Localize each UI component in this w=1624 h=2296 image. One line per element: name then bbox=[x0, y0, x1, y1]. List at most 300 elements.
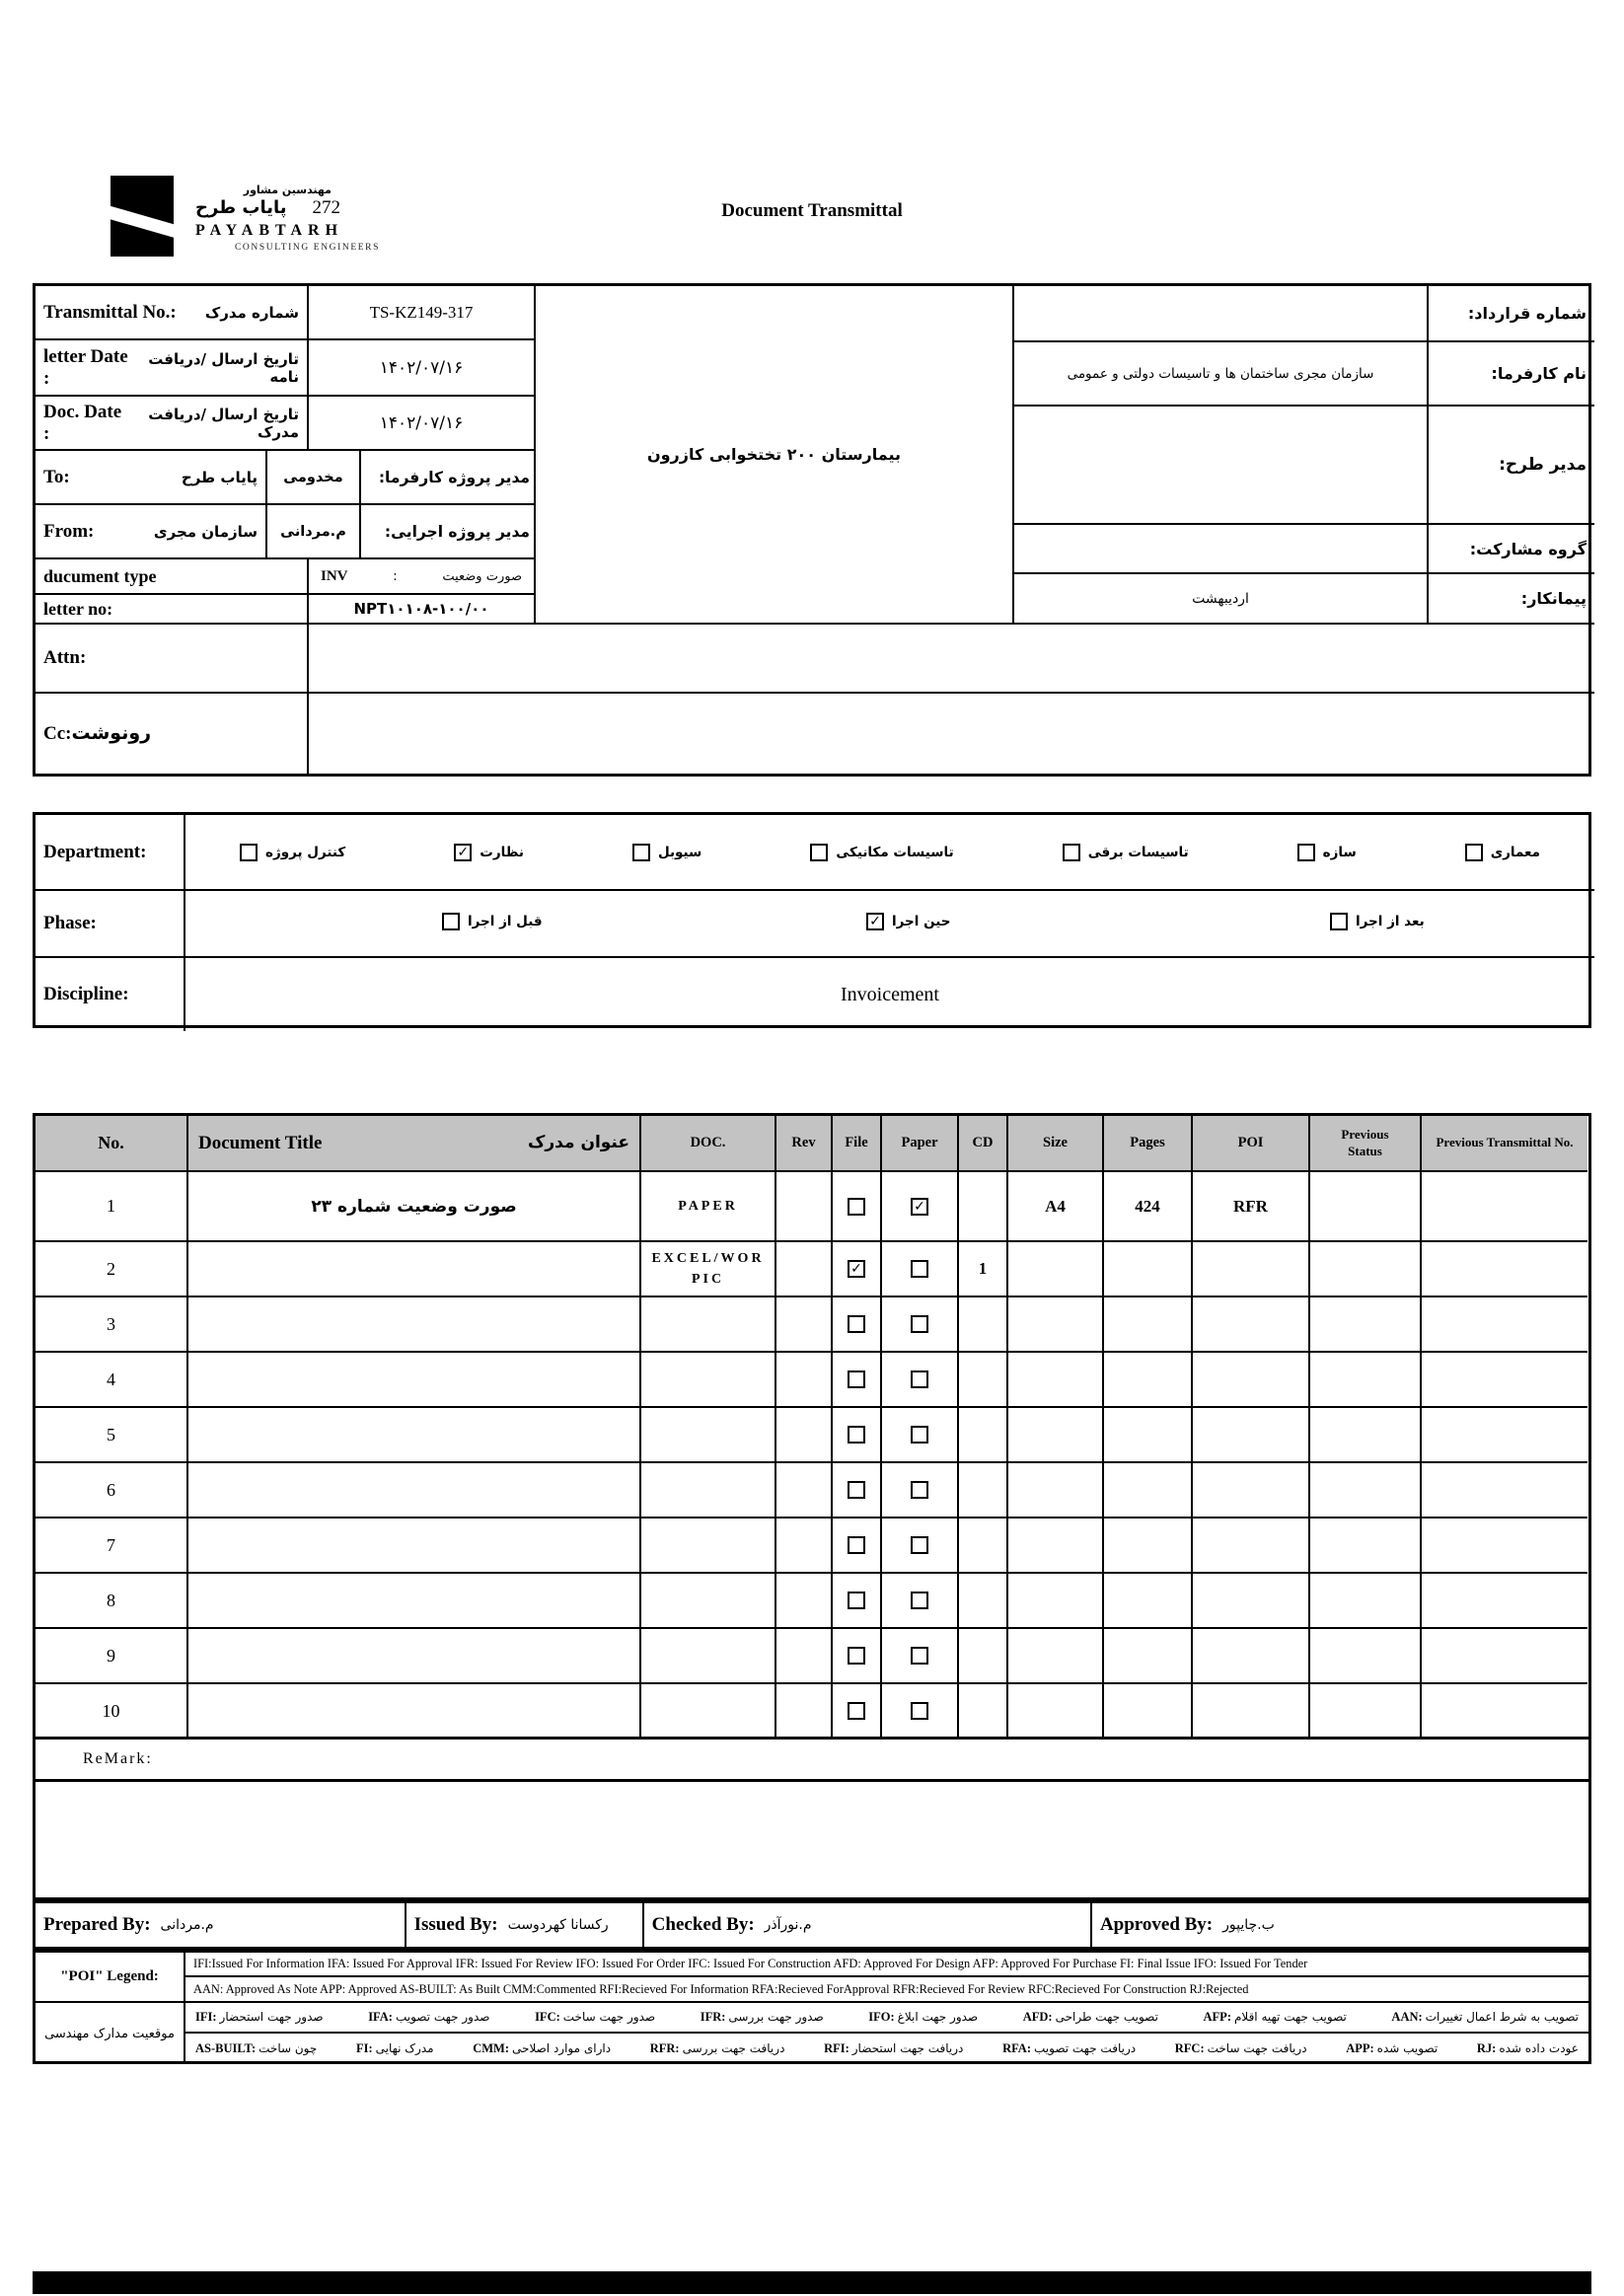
doc-date-label-cell bbox=[36, 397, 309, 451]
to-role-text: مدیر پروژه کارفرما: bbox=[378, 468, 530, 486]
doc-row-prev-status[interactable] bbox=[1310, 1684, 1422, 1740]
legend-code: RFC: bbox=[1174, 2041, 1205, 2055]
doc-row-pages[interactable] bbox=[1104, 1353, 1193, 1408]
footer-bar bbox=[33, 2271, 1591, 2294]
doc-row-cd[interactable] bbox=[959, 1172, 1008, 1242]
doc-row-doc[interactable]: EXCEL/WOR PIC bbox=[641, 1242, 776, 1297]
doc-row-cd[interactable] bbox=[959, 1574, 1008, 1629]
phase-option bbox=[866, 913, 950, 930]
file-checkbox[interactable] bbox=[848, 1260, 865, 1278]
doc-row-rev[interactable] bbox=[776, 1629, 833, 1684]
doc-row-rev[interactable] bbox=[776, 1684, 833, 1740]
legend-item bbox=[824, 2041, 963, 2056]
col-header-pages: Pages bbox=[1104, 1116, 1193, 1172]
document-type-fa: صورت وضعیت bbox=[442, 568, 522, 584]
doc-row-title[interactable] bbox=[188, 1408, 641, 1463]
legend-item bbox=[868, 2010, 978, 2025]
prepared-by-name: م.مردانی bbox=[160, 1917, 214, 1933]
department-option-label: کنترل پروژه bbox=[265, 844, 346, 860]
doc-row-paper-cell bbox=[882, 1574, 959, 1629]
doc-date-value[interactable] bbox=[309, 397, 536, 451]
document-type-value[interactable] bbox=[309, 559, 536, 595]
attn-label-cell bbox=[36, 625, 309, 694]
department-label-cell bbox=[36, 815, 185, 891]
doc-row-no: 8 bbox=[36, 1574, 188, 1629]
client-name-value[interactable] bbox=[1014, 342, 1429, 407]
legend-desc: صدور جهت ابلاغ bbox=[897, 2010, 979, 2024]
contractor-value[interactable] bbox=[1014, 574, 1429, 625]
doc-row-cd[interactable] bbox=[959, 1684, 1008, 1740]
legend-en-line2: AAN: Approved As Note APP: Approved AS-BUILT: As Built CMM:Commented RFI:Recieved For Information RFA:Recieved ForApproval RFR:Recieved For Review RFC:Recieved For Construction RJ:Rejected bbox=[185, 1977, 1588, 2003]
doc-row-title[interactable]: صورت وضعیت شماره ۲۳ bbox=[188, 1172, 641, 1242]
doc-row-doc[interactable]: PAPER bbox=[641, 1172, 776, 1242]
doc-row-cd[interactable] bbox=[959, 1297, 1008, 1353]
doc-row-title[interactable] bbox=[188, 1353, 641, 1408]
legend-code: IFI: bbox=[195, 2010, 217, 2024]
file-checkbox[interactable] bbox=[848, 1647, 865, 1665]
doc-row-prev-status[interactable] bbox=[1310, 1408, 1422, 1463]
cc-label-cell bbox=[36, 694, 309, 774]
legend-item bbox=[1002, 2041, 1136, 2056]
doc-row-rev[interactable] bbox=[776, 1242, 833, 1297]
doc-row-prev-status[interactable] bbox=[1310, 1172, 1422, 1242]
doc-row-poi[interactable]: RFR bbox=[1193, 1172, 1310, 1242]
transmittal-no-label-en: Transmittal No.: bbox=[43, 301, 177, 323]
doc-row-file-cell bbox=[833, 1684, 882, 1740]
department-option-label: تاسیسات برقی bbox=[1087, 844, 1189, 860]
contractor-text: اردیبهشت bbox=[1192, 590, 1249, 607]
paper-checkbox[interactable] bbox=[911, 1536, 928, 1554]
doc-row-poi[interactable] bbox=[1193, 1629, 1310, 1684]
contract-no-value[interactable] bbox=[1014, 286, 1429, 342]
cc-label bbox=[36, 722, 151, 745]
doc-row-no: 3 bbox=[36, 1297, 188, 1353]
phase-options bbox=[185, 891, 1594, 958]
transmittal-no-text: TS-KZ149-317 bbox=[369, 302, 474, 322]
phase-option bbox=[442, 913, 543, 930]
legend-code: RFA: bbox=[1002, 2041, 1031, 2055]
doc-row-prev-status[interactable] bbox=[1310, 1353, 1422, 1408]
doc-row-size[interactable] bbox=[1008, 1518, 1104, 1574]
attn-value[interactable] bbox=[309, 625, 1594, 694]
legend-code: IFA: bbox=[368, 2010, 393, 2024]
poi-legend-label: "POI" Legend: bbox=[36, 1953, 185, 2003]
doc-row-prev-transmittal[interactable] bbox=[1422, 1684, 1587, 1740]
legend-item bbox=[1023, 2010, 1158, 2025]
doc-row-paper-cell bbox=[882, 1463, 959, 1518]
doc-row-file-cell bbox=[833, 1463, 882, 1518]
doc-row-size[interactable] bbox=[1008, 1353, 1104, 1408]
doc-row-title[interactable] bbox=[188, 1629, 641, 1684]
doc-row-file-cell bbox=[833, 1172, 882, 1242]
doc-row-size[interactable] bbox=[1008, 1574, 1104, 1629]
doc-row-doc[interactable] bbox=[641, 1463, 776, 1518]
partnership-group-label: گروه مشارکت: bbox=[1469, 539, 1587, 558]
attn-label: Attn: bbox=[43, 647, 87, 668]
legend-en-line1: IFI:Issued For Information IFA: Issued For Approval IFR: Issued For Review IFO: Issued For Order IFC: Issued For Construction AFD: Approved For Design AFP: Approved For Purchase FI: Final Issue IFO: Issued For Tender bbox=[185, 1953, 1588, 1977]
signature-row bbox=[33, 1900, 1591, 1950]
doc-row-no: 2 bbox=[36, 1242, 188, 1297]
department-option-label: نظارت bbox=[480, 844, 524, 860]
legend-code: IFR: bbox=[700, 2010, 726, 2024]
paper-checkbox[interactable] bbox=[911, 1315, 928, 1333]
legend-desc: دارای موارد اصلاحی bbox=[512, 2041, 612, 2055]
doc-row-paper-cell bbox=[882, 1297, 959, 1353]
legend-code: AAN: bbox=[1391, 2010, 1423, 2024]
department-option bbox=[454, 844, 524, 861]
doc-row-pages[interactable]: 424 bbox=[1104, 1172, 1193, 1242]
doc-row-rev[interactable] bbox=[776, 1463, 833, 1518]
to-cell[interactable] bbox=[36, 451, 267, 505]
doc-row-prev-transmittal[interactable] bbox=[1422, 1574, 1587, 1629]
letter-no-text: NPT۱۰۱۰۸-۱۰۰/۰۰ bbox=[353, 600, 489, 618]
doc-row-file-cell bbox=[833, 1297, 882, 1353]
doc-row-pages[interactable] bbox=[1104, 1463, 1193, 1518]
remark-label-row bbox=[33, 1737, 1591, 1782]
logo-tagline: CONSULTING ENGINEERS bbox=[235, 243, 380, 253]
doc-row-doc[interactable] bbox=[641, 1629, 776, 1684]
doc-row-file-cell bbox=[833, 1408, 882, 1463]
department-option bbox=[632, 844, 701, 861]
legend-code: AFP: bbox=[1203, 2010, 1231, 2024]
file-checkbox[interactable] bbox=[848, 1481, 865, 1499]
doc-date-label-fa: تاریخ ارسال /دریافت مدرک bbox=[148, 405, 299, 441]
file-checkbox[interactable] bbox=[848, 1536, 865, 1554]
phase-label: Phase: bbox=[43, 913, 97, 933]
doc-row-prev-status[interactable] bbox=[1310, 1463, 1422, 1518]
doc-row-size[interactable] bbox=[1008, 1684, 1104, 1740]
doc-row-doc[interactable] bbox=[641, 1684, 776, 1740]
doc-row-poi[interactable] bbox=[1193, 1408, 1310, 1463]
doc-row-size[interactable] bbox=[1008, 1242, 1104, 1297]
doc-row-file-cell bbox=[833, 1242, 882, 1297]
doc-row-rev[interactable] bbox=[776, 1297, 833, 1353]
legend-desc: صدور جهت استحضار bbox=[219, 2010, 324, 2024]
col-header-rev: Rev bbox=[776, 1116, 833, 1172]
legend-item bbox=[1477, 2041, 1579, 2056]
doc-row-paper-cell bbox=[882, 1684, 959, 1740]
department-label: Department: bbox=[43, 841, 147, 862]
paper-checkbox[interactable] bbox=[911, 1198, 928, 1216]
legend-item bbox=[1346, 2041, 1438, 2056]
doc-row-title[interactable] bbox=[188, 1684, 641, 1740]
from-party: سازمان مجری bbox=[153, 522, 258, 541]
file-checkbox[interactable] bbox=[848, 1702, 865, 1720]
file-checkbox[interactable] bbox=[848, 1370, 865, 1388]
doc-row-rev[interactable] bbox=[776, 1408, 833, 1463]
partnership-group-value[interactable] bbox=[1014, 525, 1429, 574]
document-table bbox=[33, 1113, 1591, 1740]
doc-row-cd[interactable] bbox=[959, 1353, 1008, 1408]
doc-row-no: 10 bbox=[36, 1684, 188, 1740]
contractor-label: پیمانکار: bbox=[1520, 589, 1587, 608]
issued-by-cell[interactable] bbox=[406, 1903, 644, 1947]
department-checkbox[interactable] bbox=[1465, 844, 1483, 861]
doc-row-poi[interactable] bbox=[1193, 1684, 1310, 1740]
doc-row-no: 9 bbox=[36, 1629, 188, 1684]
paper-checkbox[interactable] bbox=[911, 1592, 928, 1609]
design-manager-label-cell bbox=[1429, 407, 1594, 525]
to-label: To: bbox=[43, 466, 70, 487]
legend-fa-line2 bbox=[185, 2034, 1588, 2064]
department-checkbox[interactable] bbox=[810, 844, 828, 861]
client-name-label: نام کارفرما: bbox=[1491, 364, 1587, 383]
department-option-label: معماری bbox=[1490, 844, 1540, 860]
doc-row-prev-transmittal[interactable] bbox=[1422, 1408, 1587, 1463]
logo-consultants-label: مهندسین مشاور bbox=[243, 184, 332, 196]
department-option bbox=[240, 844, 345, 861]
from-cell[interactable] bbox=[36, 505, 267, 559]
doc-row-poi[interactable] bbox=[1193, 1463, 1310, 1518]
department-options bbox=[185, 815, 1594, 891]
contract-no-label-cell bbox=[1429, 286, 1594, 342]
paper-checkbox[interactable] bbox=[911, 1481, 928, 1499]
doc-row-pages[interactable] bbox=[1104, 1574, 1193, 1629]
classification-table bbox=[33, 812, 1591, 1028]
doc-row-poi[interactable] bbox=[1193, 1518, 1310, 1574]
doc-row-size[interactable]: A4 bbox=[1008, 1172, 1104, 1242]
prepared-by-cell[interactable] bbox=[36, 1903, 406, 1947]
letter-date-value[interactable] bbox=[309, 340, 536, 397]
col-header-title bbox=[188, 1116, 641, 1172]
doc-row-paper-cell bbox=[882, 1629, 959, 1684]
doc-row-no: 6 bbox=[36, 1463, 188, 1518]
doc-row-cd[interactable] bbox=[959, 1629, 1008, 1684]
to-person-text: مخدومی bbox=[283, 469, 343, 485]
doc-row-prev-status[interactable] bbox=[1310, 1297, 1422, 1353]
doc-row-prev-status[interactable] bbox=[1310, 1518, 1422, 1574]
doc-row-doc[interactable] bbox=[641, 1297, 776, 1353]
doc-row-size[interactable] bbox=[1008, 1463, 1104, 1518]
col-header-file: File bbox=[833, 1116, 882, 1172]
doc-row-file-cell bbox=[833, 1353, 882, 1408]
legend-item bbox=[1391, 2010, 1579, 2025]
doc-row-title[interactable] bbox=[188, 1463, 641, 1518]
client-name-text: سازمان مجری ساختمان ها و تاسیسات دولتی و عمومی bbox=[1067, 365, 1374, 382]
doc-row-poi[interactable] bbox=[1193, 1242, 1310, 1297]
doc-row-rev[interactable] bbox=[776, 1574, 833, 1629]
doc-row-cd[interactable]: 1 bbox=[959, 1242, 1008, 1297]
discipline-text: Invoicement bbox=[841, 983, 939, 1005]
doc-row-poi[interactable] bbox=[1193, 1574, 1310, 1629]
legend-item bbox=[195, 2010, 324, 2025]
letter-date-text: ۱۴۰۲/۰۷/۱۶ bbox=[379, 357, 464, 378]
department-option-label: سازه bbox=[1322, 844, 1357, 860]
from-role bbox=[361, 505, 536, 559]
department-checkbox[interactable] bbox=[240, 844, 258, 861]
legend-desc: تصویب جهت تهیه اقلام bbox=[1233, 2010, 1347, 2024]
doc-row-cd[interactable] bbox=[959, 1408, 1008, 1463]
design-manager-label: مدیر طرح: bbox=[1499, 455, 1587, 475]
doc-row-doc[interactable] bbox=[641, 1353, 776, 1408]
doc-row-file-cell bbox=[833, 1518, 882, 1574]
doc-row-title[interactable] bbox=[188, 1297, 641, 1353]
legend-desc: صدور جهت تصویب bbox=[395, 2010, 490, 2024]
doc-row-paper-cell bbox=[882, 1242, 959, 1297]
doc-row-cd[interactable] bbox=[959, 1463, 1008, 1518]
phase-label-cell bbox=[36, 891, 185, 958]
doc-row-title[interactable] bbox=[188, 1574, 641, 1629]
doc-row-prev-transmittal[interactable] bbox=[1422, 1518, 1587, 1574]
file-checkbox[interactable] bbox=[848, 1592, 865, 1609]
legend-item bbox=[195, 2041, 317, 2056]
checked-by-name: م.نورآذر bbox=[764, 1917, 812, 1933]
file-checkbox[interactable] bbox=[848, 1426, 865, 1444]
doc-row-prev-status[interactable] bbox=[1310, 1242, 1422, 1297]
phase-option-label: قبل از اجرا bbox=[468, 914, 543, 929]
doc-row-prev-transmittal[interactable] bbox=[1422, 1242, 1587, 1297]
document-type-label-cell bbox=[36, 559, 309, 595]
doc-row-prev-transmittal[interactable] bbox=[1422, 1353, 1587, 1408]
legend-item bbox=[701, 2010, 824, 2025]
col-header-size: Size bbox=[1008, 1116, 1104, 1172]
legend-code: AS-BUILT: bbox=[195, 2041, 257, 2055]
department-checkbox[interactable] bbox=[454, 844, 472, 861]
legend-desc: تصویب شده bbox=[1376, 2041, 1439, 2055]
doc-row-pages[interactable] bbox=[1104, 1408, 1193, 1463]
legend-code: AFD: bbox=[1022, 2010, 1053, 2024]
doc-row-prev-transmittal[interactable] bbox=[1422, 1463, 1587, 1518]
doc-row-pages[interactable] bbox=[1104, 1684, 1193, 1740]
doc-row-rev[interactable] bbox=[776, 1353, 833, 1408]
phase-option bbox=[1330, 913, 1425, 930]
legend-code: RFI: bbox=[824, 2041, 849, 2055]
doc-row-doc[interactable] bbox=[641, 1408, 776, 1463]
paper-checkbox[interactable] bbox=[911, 1647, 928, 1665]
doc-row-prev-status[interactable] bbox=[1310, 1629, 1422, 1684]
legend-desc: دریافت جهت ساخت bbox=[1207, 2041, 1307, 2055]
department-option bbox=[1297, 844, 1357, 861]
file-checkbox[interactable] bbox=[848, 1198, 865, 1216]
legend-code: RFR: bbox=[649, 2041, 680, 2055]
checked-by-label: Checked By: bbox=[651, 1914, 755, 1935]
paper-checkbox[interactable] bbox=[911, 1260, 928, 1278]
doc-row-size[interactable] bbox=[1008, 1297, 1104, 1353]
department-checkbox[interactable] bbox=[1063, 844, 1080, 861]
document-type-label: ducument type bbox=[43, 565, 157, 586]
paper-checkbox[interactable] bbox=[911, 1370, 928, 1388]
doc-row-file-cell bbox=[833, 1574, 882, 1629]
phase-option-label: بعد از اجرا bbox=[1356, 914, 1425, 929]
cc-label-fa: رونوشت bbox=[71, 722, 152, 744]
doc-row-no: 5 bbox=[36, 1408, 188, 1463]
doc-date-text: ۱۴۰۲/۰۷/۱۶ bbox=[379, 412, 464, 433]
legend-item bbox=[1204, 2010, 1347, 2025]
legend-code: RJ: bbox=[1476, 2041, 1497, 2055]
to-party: پایاب طرح bbox=[181, 468, 258, 486]
discipline-value[interactable] bbox=[185, 958, 1594, 1031]
doc-row-cd[interactable] bbox=[959, 1518, 1008, 1574]
legend-code: IFO: bbox=[868, 2010, 895, 2024]
doc-row-title[interactable] bbox=[188, 1518, 641, 1574]
doc-row-prev-transmittal[interactable] bbox=[1422, 1172, 1587, 1242]
doc-row-pages[interactable] bbox=[1104, 1518, 1193, 1574]
doc-row-doc[interactable] bbox=[641, 1574, 776, 1629]
doc-row-no: 4 bbox=[36, 1353, 188, 1408]
doc-row-poi[interactable] bbox=[1193, 1297, 1310, 1353]
partnership-group-label-cell bbox=[1429, 525, 1594, 574]
phase-option-label: حین اجرا bbox=[892, 914, 951, 929]
logo-company-name-en: PAYABTARH bbox=[195, 222, 344, 239]
col-header-title-fa: عنوان مدرک bbox=[527, 1132, 629, 1152]
phase-checkbox[interactable] bbox=[442, 913, 460, 930]
doc-status-label: موقعیت مدارک مهندسی bbox=[36, 2003, 185, 2064]
department-checkbox[interactable] bbox=[632, 844, 650, 861]
doc-row-size[interactable] bbox=[1008, 1408, 1104, 1463]
legend-item bbox=[650, 2041, 785, 2056]
project-name-text: بیمارستان ۲۰۰ تختخوابی کازرون bbox=[646, 445, 902, 464]
checked-by-cell[interactable] bbox=[644, 1903, 1092, 1947]
doc-row-prev-status[interactable] bbox=[1310, 1574, 1422, 1629]
doc-row-size[interactable] bbox=[1008, 1629, 1104, 1684]
doc-row-rev[interactable] bbox=[776, 1172, 833, 1242]
phase-checkbox[interactable] bbox=[1330, 913, 1348, 930]
legend-desc: تصویب جهت طراحی bbox=[1055, 2010, 1158, 2024]
doc-row-doc[interactable] bbox=[641, 1518, 776, 1574]
transmittal-no-value[interactable] bbox=[309, 286, 536, 340]
col-header-prev-status: Previous Status bbox=[1310, 1116, 1422, 1172]
legend-code: IFC: bbox=[535, 2010, 560, 2024]
remark-area[interactable] bbox=[33, 1782, 1591, 1900]
doc-row-paper-cell bbox=[882, 1518, 959, 1574]
approved-by-cell[interactable] bbox=[1092, 1903, 1588, 1947]
col-header-prev-transmittal: Previous Transmittal No. bbox=[1422, 1116, 1587, 1172]
prepared-by-label: Prepared By: bbox=[43, 1914, 151, 1935]
cc-value[interactable] bbox=[309, 694, 1594, 774]
contractor-label-cell bbox=[1429, 574, 1594, 625]
doc-row-rev[interactable] bbox=[776, 1518, 833, 1574]
doc-row-pages[interactable] bbox=[1104, 1629, 1193, 1684]
contract-no-label: شماره قرارداد: bbox=[1467, 304, 1587, 323]
department-checkbox[interactable] bbox=[1297, 844, 1315, 861]
legend-code: CMM: bbox=[473, 2041, 510, 2055]
letter-no-value[interactable] bbox=[309, 595, 536, 625]
logo-reg-number: 272 bbox=[312, 197, 341, 218]
doc-row-poi[interactable] bbox=[1193, 1353, 1310, 1408]
doc-row-pages[interactable] bbox=[1104, 1297, 1193, 1353]
doc-row-prev-transmittal[interactable] bbox=[1422, 1297, 1587, 1353]
design-manager-value[interactable] bbox=[1014, 407, 1429, 525]
department-option-label: سیوبل bbox=[657, 844, 702, 860]
legend-desc: صدور جهت ساخت bbox=[562, 2010, 656, 2024]
paper-checkbox[interactable] bbox=[911, 1702, 928, 1720]
legend-code: FI: bbox=[355, 2041, 373, 2055]
from-person-text: م.مردانی bbox=[280, 523, 346, 540]
issued-by-name: رکسانا کهردوست bbox=[507, 1917, 609, 1933]
doc-row-pages[interactable] bbox=[1104, 1242, 1193, 1297]
phase-checkbox[interactable] bbox=[866, 913, 884, 930]
legend-desc: مدرک نهایی bbox=[375, 2041, 434, 2055]
page-title: Document Transmittal bbox=[721, 200, 903, 221]
legend-desc: چون ساخت bbox=[258, 2041, 318, 2055]
doc-row-title[interactable] bbox=[188, 1242, 641, 1297]
from-person[interactable] bbox=[267, 505, 361, 559]
department-option bbox=[1063, 844, 1189, 861]
to-person[interactable] bbox=[267, 451, 361, 505]
doc-row-paper-cell bbox=[882, 1353, 959, 1408]
project-name-cell[interactable] bbox=[536, 286, 1014, 625]
letter-date-label-cell bbox=[36, 340, 309, 397]
doc-row-prev-transmittal[interactable] bbox=[1422, 1629, 1587, 1684]
letter-date-label-en: letter Date : bbox=[43, 345, 128, 389]
file-checkbox[interactable] bbox=[848, 1315, 865, 1333]
doc-row-file-cell bbox=[833, 1629, 882, 1684]
legend-item bbox=[473, 2041, 611, 2056]
col-header-cd: CD bbox=[959, 1116, 1008, 1172]
paper-checkbox[interactable] bbox=[911, 1426, 928, 1444]
doc-row-no: 1 bbox=[36, 1172, 188, 1242]
approved-by-name: ب.چایپور bbox=[1222, 1917, 1275, 1933]
